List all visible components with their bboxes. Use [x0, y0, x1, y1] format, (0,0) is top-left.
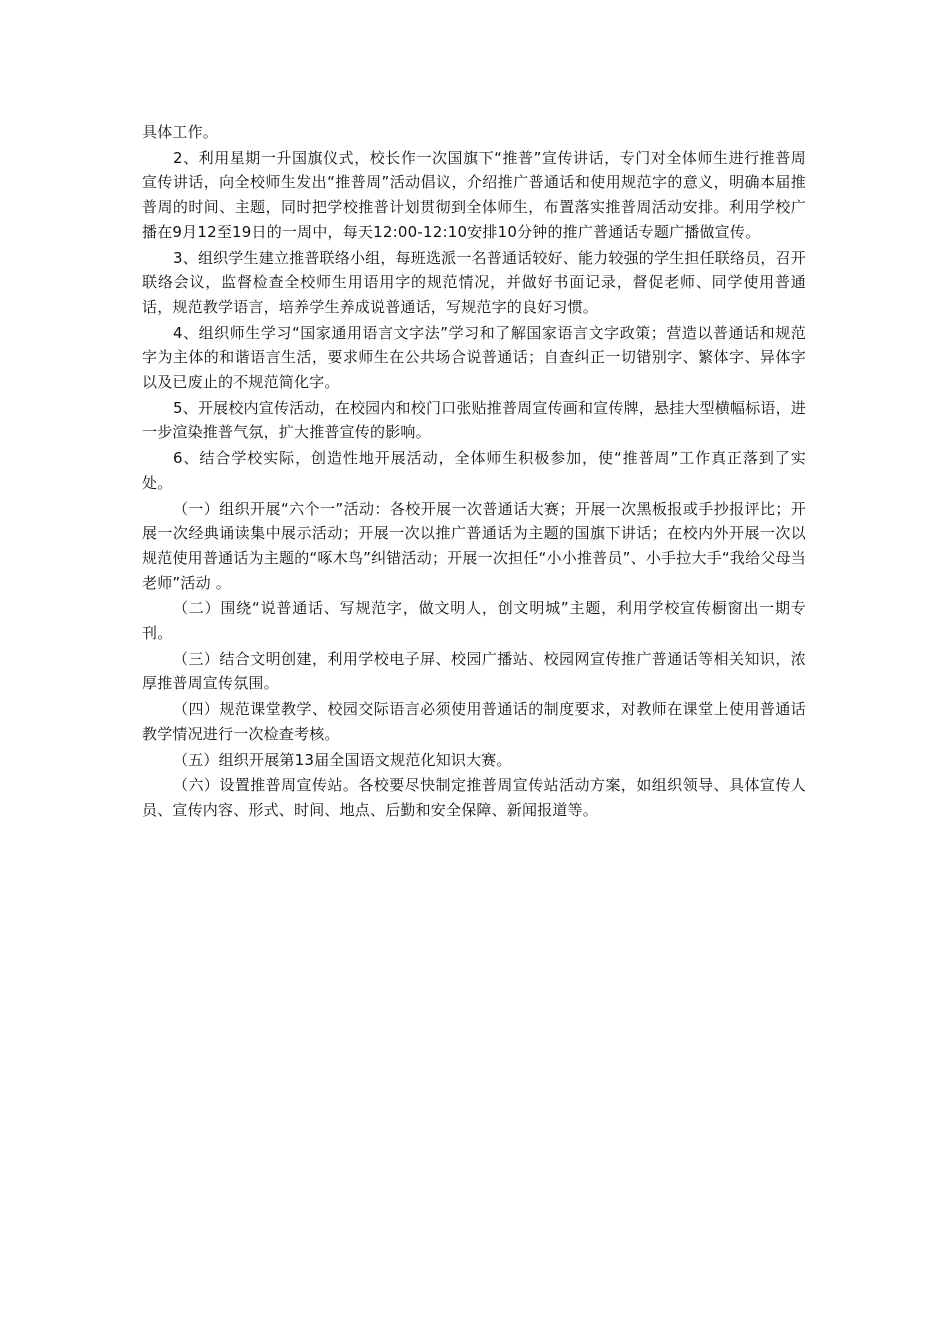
- paragraph-sub-1: （一）组织开展“六个一”活动：各校开展一次普通话大赛；开展一次黑板报或手抄报评比；开展一次经典诵读集中展示活动；开展一次以推广普通话为主题的国旗下讲话；在校内外开展一次以规范使用普通话为主题的“啄木鸟”纠错活动；开展一次担任“小小推普员”、小手拉大手“我给父母当老师”活动 。: [142, 499, 806, 592]
- paragraph-sub-3: （三）结合文明创建，利用学校电子屏、校园广播站、校园网宣传推广普通话等相关知识，浓厚推普周宣传氛围。: [142, 649, 806, 693]
- paragraph-sub-5: （五）组织开展第13届全国语文规范化知识大赛。: [173, 750, 512, 769]
- paragraph-item-2: 2、利用星期一升国旗仪式，校长作一次国旗下“推普”宣传讲话，专门对全体师生进行推普周宣传讲话，向全校师生发出“推普周”活动倡议，介绍推广普通话和使用规范字的意义，明确本届推普周的时间、主题，同时把学校推普计划贯彻到全体师生，布置落实推普周活动安排。利用学校广播在9月12至19日的一周中，每天12:00-12:10安排10分钟的推广普通话专题广播做宣传。: [142, 148, 806, 241]
- paragraph-sub-4: （四）规范课堂教学、校园交际语言必须使用普通话的制度要求，对教师在课堂上使用普通话教学情况进行一次检查考核。: [142, 700, 806, 743]
- document-page: [142, 120, 806, 824]
- paragraph-sub-6: （六）设置推普周宣传站。各校要尽快制定推普周宣传站活动方案，如组织领导、具体宣传人员、宣传内容、形式、时间、地点、后勤和安全保障、新闻报道等。: [142, 776, 806, 819]
- paragraph-item-4: 4、组织师生学习“国家通用语言文字法”学习和了解国家语言文字政策；营造以普通话和规范字为主体的和谐语言生活，要求师生在公共场合说普通话；自查纠正一切错别字、繁体字、异体字以及已废止的不规范简化字。: [142, 323, 806, 392]
- paragraph-item-6: 6、结合学校实际，创造性地开展活动，全体师生积极参加，使“推普周”工作真正落到了实处。: [142, 449, 806, 492]
- paragraph-sub-2: （二）围绕“说普通话、写规范字，做文明人，创文明城”主题，利用学校宣传橱窗出一期专刊。: [142, 599, 806, 643]
- paragraph-item-3: 3、组织学生建立推普联络小组，每班选派一名普通话较好、能力较强的学生担任联络员，召开联络会议，监督检查全校师生用语用字的规范情况，并做好书面记录，督促老师、同学使用普通话，规范教学语言，培养学生养成说普通话，写规范字的良好习惯。: [142, 248, 806, 316]
- paragraph-item-5: 5、开展校内宣传活动，在校园内和校门口张贴推普周宣传画和宣传牌，悬挂大型横幅标语，进一步渲染推普气氛，扩大推普宣传的影响。: [142, 398, 806, 442]
- paragraph-continuation: 具体工作。: [142, 123, 219, 141]
